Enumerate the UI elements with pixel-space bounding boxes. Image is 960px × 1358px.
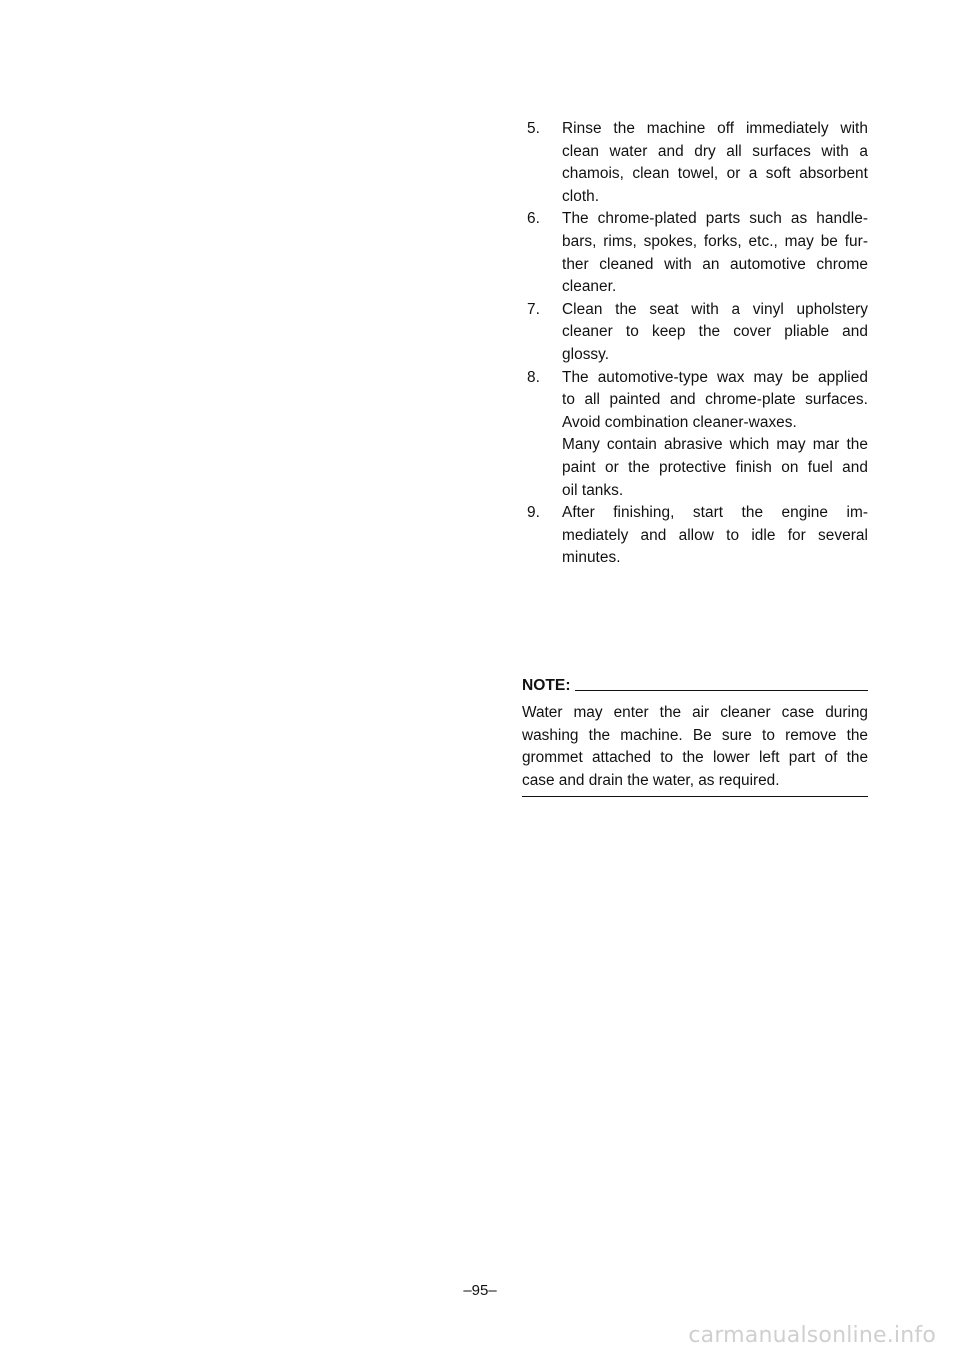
text-line: oil tanks. [562, 481, 624, 499]
list-item [522, 208, 868, 298]
text-line: clean water and dry all surfaces with a [562, 142, 868, 160]
text-line: minutes. [562, 549, 621, 567]
page-number: –95– [463, 1282, 497, 1299]
step-text [562, 502, 868, 570]
text-line: to all painted and chrome-plate surfaces. [562, 391, 868, 409]
cleaning-steps-list [522, 118, 868, 570]
text-line: cloth. [562, 187, 600, 205]
text-line: After finishing, start the engine im- [562, 504, 868, 522]
step-number: 8. [527, 368, 540, 386]
note-divider [575, 690, 868, 691]
text-line: Many contain abrasive which may mar the [562, 436, 868, 454]
step-text [562, 208, 868, 298]
text-line: bars, rims, spokes, forks, etc., may be fur- [562, 232, 868, 250]
text-line: washing the machine. Be sure to remove the [522, 726, 868, 744]
text-line: Avoid combination cleaner-waxes. [562, 413, 797, 431]
watermark: carmanualsonline.info [688, 1323, 936, 1348]
note-heading: NOTE: [522, 677, 571, 694]
step-number: 6. [527, 210, 540, 228]
text-line: Water may enter the air cleaner case during [522, 704, 868, 721]
list-item [522, 118, 868, 208]
text-line: The chrome-plated parts such as handle- [562, 210, 868, 228]
text-line: ther cleaned with an automotive chrome [562, 255, 868, 273]
text-line: mediately and allow to idle for several [562, 526, 868, 544]
text-line: grommet attached to the lower left part of the [522, 749, 868, 767]
note-end-divider [522, 796, 868, 797]
text-line: Clean the seat with a vinyl upholstery [562, 300, 868, 318]
text-line: cleaner to keep the cover pliable and [562, 323, 868, 341]
note-header [522, 677, 868, 695]
step-number: 5. [527, 120, 540, 137]
text-line: cleaner. [562, 278, 617, 296]
text-line: case and drain the water, as required. [522, 771, 780, 789]
text-line: paint or the protective finish on fuel and [562, 458, 868, 476]
text-line: chamois, clean towel, or a soft absorbent [562, 165, 868, 183]
text-line: The automotive-type wax may be applied [562, 368, 868, 386]
step-text [562, 367, 868, 503]
list-item [522, 367, 868, 503]
step-text [562, 118, 868, 208]
list-item [522, 299, 868, 367]
list-item [522, 502, 868, 570]
step-number: 9. [527, 504, 540, 522]
step-text [562, 299, 868, 367]
note-text [522, 702, 868, 792]
text-line: Rinse the machine off immediately with [562, 120, 868, 137]
text-line: glossy. [562, 345, 610, 363]
step-number: 7. [527, 300, 540, 318]
